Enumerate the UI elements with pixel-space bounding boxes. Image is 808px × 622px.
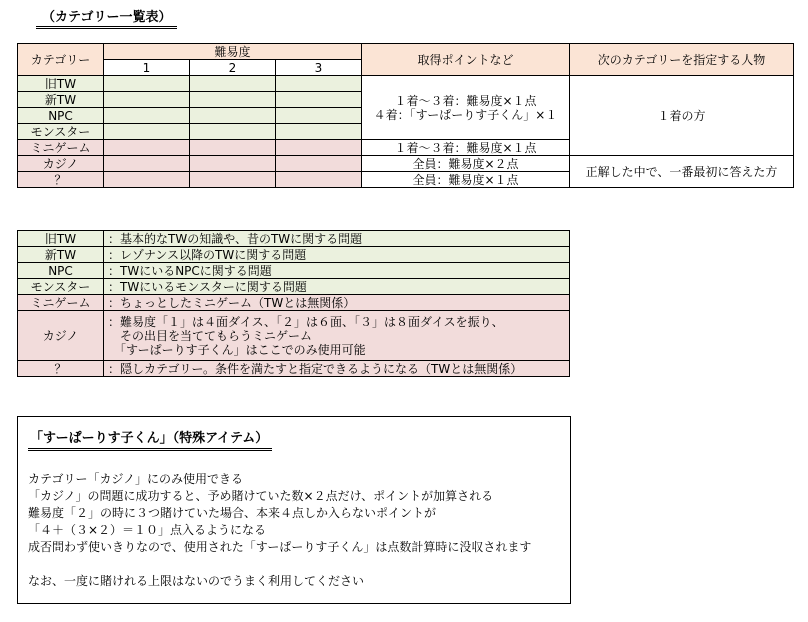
category-cell: 旧TW <box>18 76 104 92</box>
special-item-line: 成否問わず使いきりなので、使用された「すーぱーりす子くん」は点数計算時に没収されます <box>28 540 532 554</box>
desc-category: NPC <box>18 263 104 279</box>
category-cell: ？ <box>18 172 104 188</box>
desc-line: ：難易度「１」は４面ダイス、「２」は６面、「３」は８面ダイスを振り、 <box>108 314 504 329</box>
desc-line: 「すーぱーりす子くん」はここでのみ使用可能 <box>108 342 366 357</box>
category-cell: モンスター <box>18 124 104 140</box>
header-difficulty: 難易度 <box>104 44 362 60</box>
page-title: （カテゴリー一覧表） <box>36 6 177 29</box>
header-category: カテゴリー <box>18 44 104 76</box>
category-cell: ミニゲーム <box>18 140 104 156</box>
next-group2: 正解した中で、一番最初に答えた方 <box>570 156 794 188</box>
desc-category: 旧TW <box>18 231 104 247</box>
special-item-box <box>17 416 571 604</box>
desc-line: その出目を当ててもらうミニゲーム <box>108 328 313 343</box>
points-minigame: １着～３着：難易度×１点 <box>362 140 570 156</box>
desc-category: 新TW <box>18 247 104 263</box>
points-line: １着～３着：難易度×１点 <box>394 93 537 108</box>
header-next-person: 次のカテゴリーを指定する人物 <box>570 44 794 76</box>
desc-text: ：TWにいるモンスターに関する問題 <box>104 279 570 295</box>
desc-category: ミニゲーム <box>18 295 104 311</box>
desc-category: カジノ <box>18 311 104 361</box>
desc-category: ？ <box>18 361 104 377</box>
desc-category: モンスター <box>18 279 104 295</box>
points-line: ４着：「すーぱーりす子くん」×１ <box>373 107 558 122</box>
level-header: 3 <box>276 60 362 76</box>
desc-text: ：TWにいるNPCに関する問題 <box>104 263 570 279</box>
special-item-line: 難易度「２」の時に３つ賭けていた場合、本来４点しか入らないポイントが <box>28 506 437 520</box>
category-table <box>17 43 794 188</box>
category-cell: カジノ <box>18 156 104 172</box>
header-points: 取得ポイントなど <box>362 44 570 76</box>
special-item-line: カテゴリー「カジノ」にのみ使用できる <box>28 472 244 486</box>
category-cell: 新TW <box>18 92 104 108</box>
points-hidden: 全員：難易度×１点 <box>362 172 570 188</box>
points-casino: 全員：難易度×２点 <box>362 156 570 172</box>
special-item-line: 「４＋（３×２）＝１０」点入るようになる <box>28 523 267 537</box>
desc-text: ：隠しカテゴリー。条件を満たすと指定できるようになる（TWとは無関係） <box>104 361 570 377</box>
desc-text: ：ちょっとしたミニゲーム（TWとは無関係） <box>104 295 570 311</box>
desc-text-multiline <box>104 311 570 361</box>
next-group1: １着の方 <box>570 76 794 156</box>
description-table <box>17 230 570 377</box>
level-header: 1 <box>104 60 190 76</box>
special-item-line: 「カジノ」の問題に成功すると、予め賭けていた数×２点だけ、ポイントが加算される <box>28 489 494 503</box>
level-header: 2 <box>190 60 276 76</box>
desc-text: ：レゾナンス以降のTWに関する問題 <box>104 247 570 263</box>
category-cell: NPC <box>18 108 104 124</box>
special-item-title: 「すーぱーりす子くん」（特殊アイテム） <box>28 427 272 451</box>
special-item-line: なお、一度に賭けれる上限はないのでうまく利用してください <box>28 574 365 588</box>
points-group1 <box>362 76 570 140</box>
desc-text: ：基本的なTWの知識や、昔のTWに関する問題 <box>104 231 570 247</box>
